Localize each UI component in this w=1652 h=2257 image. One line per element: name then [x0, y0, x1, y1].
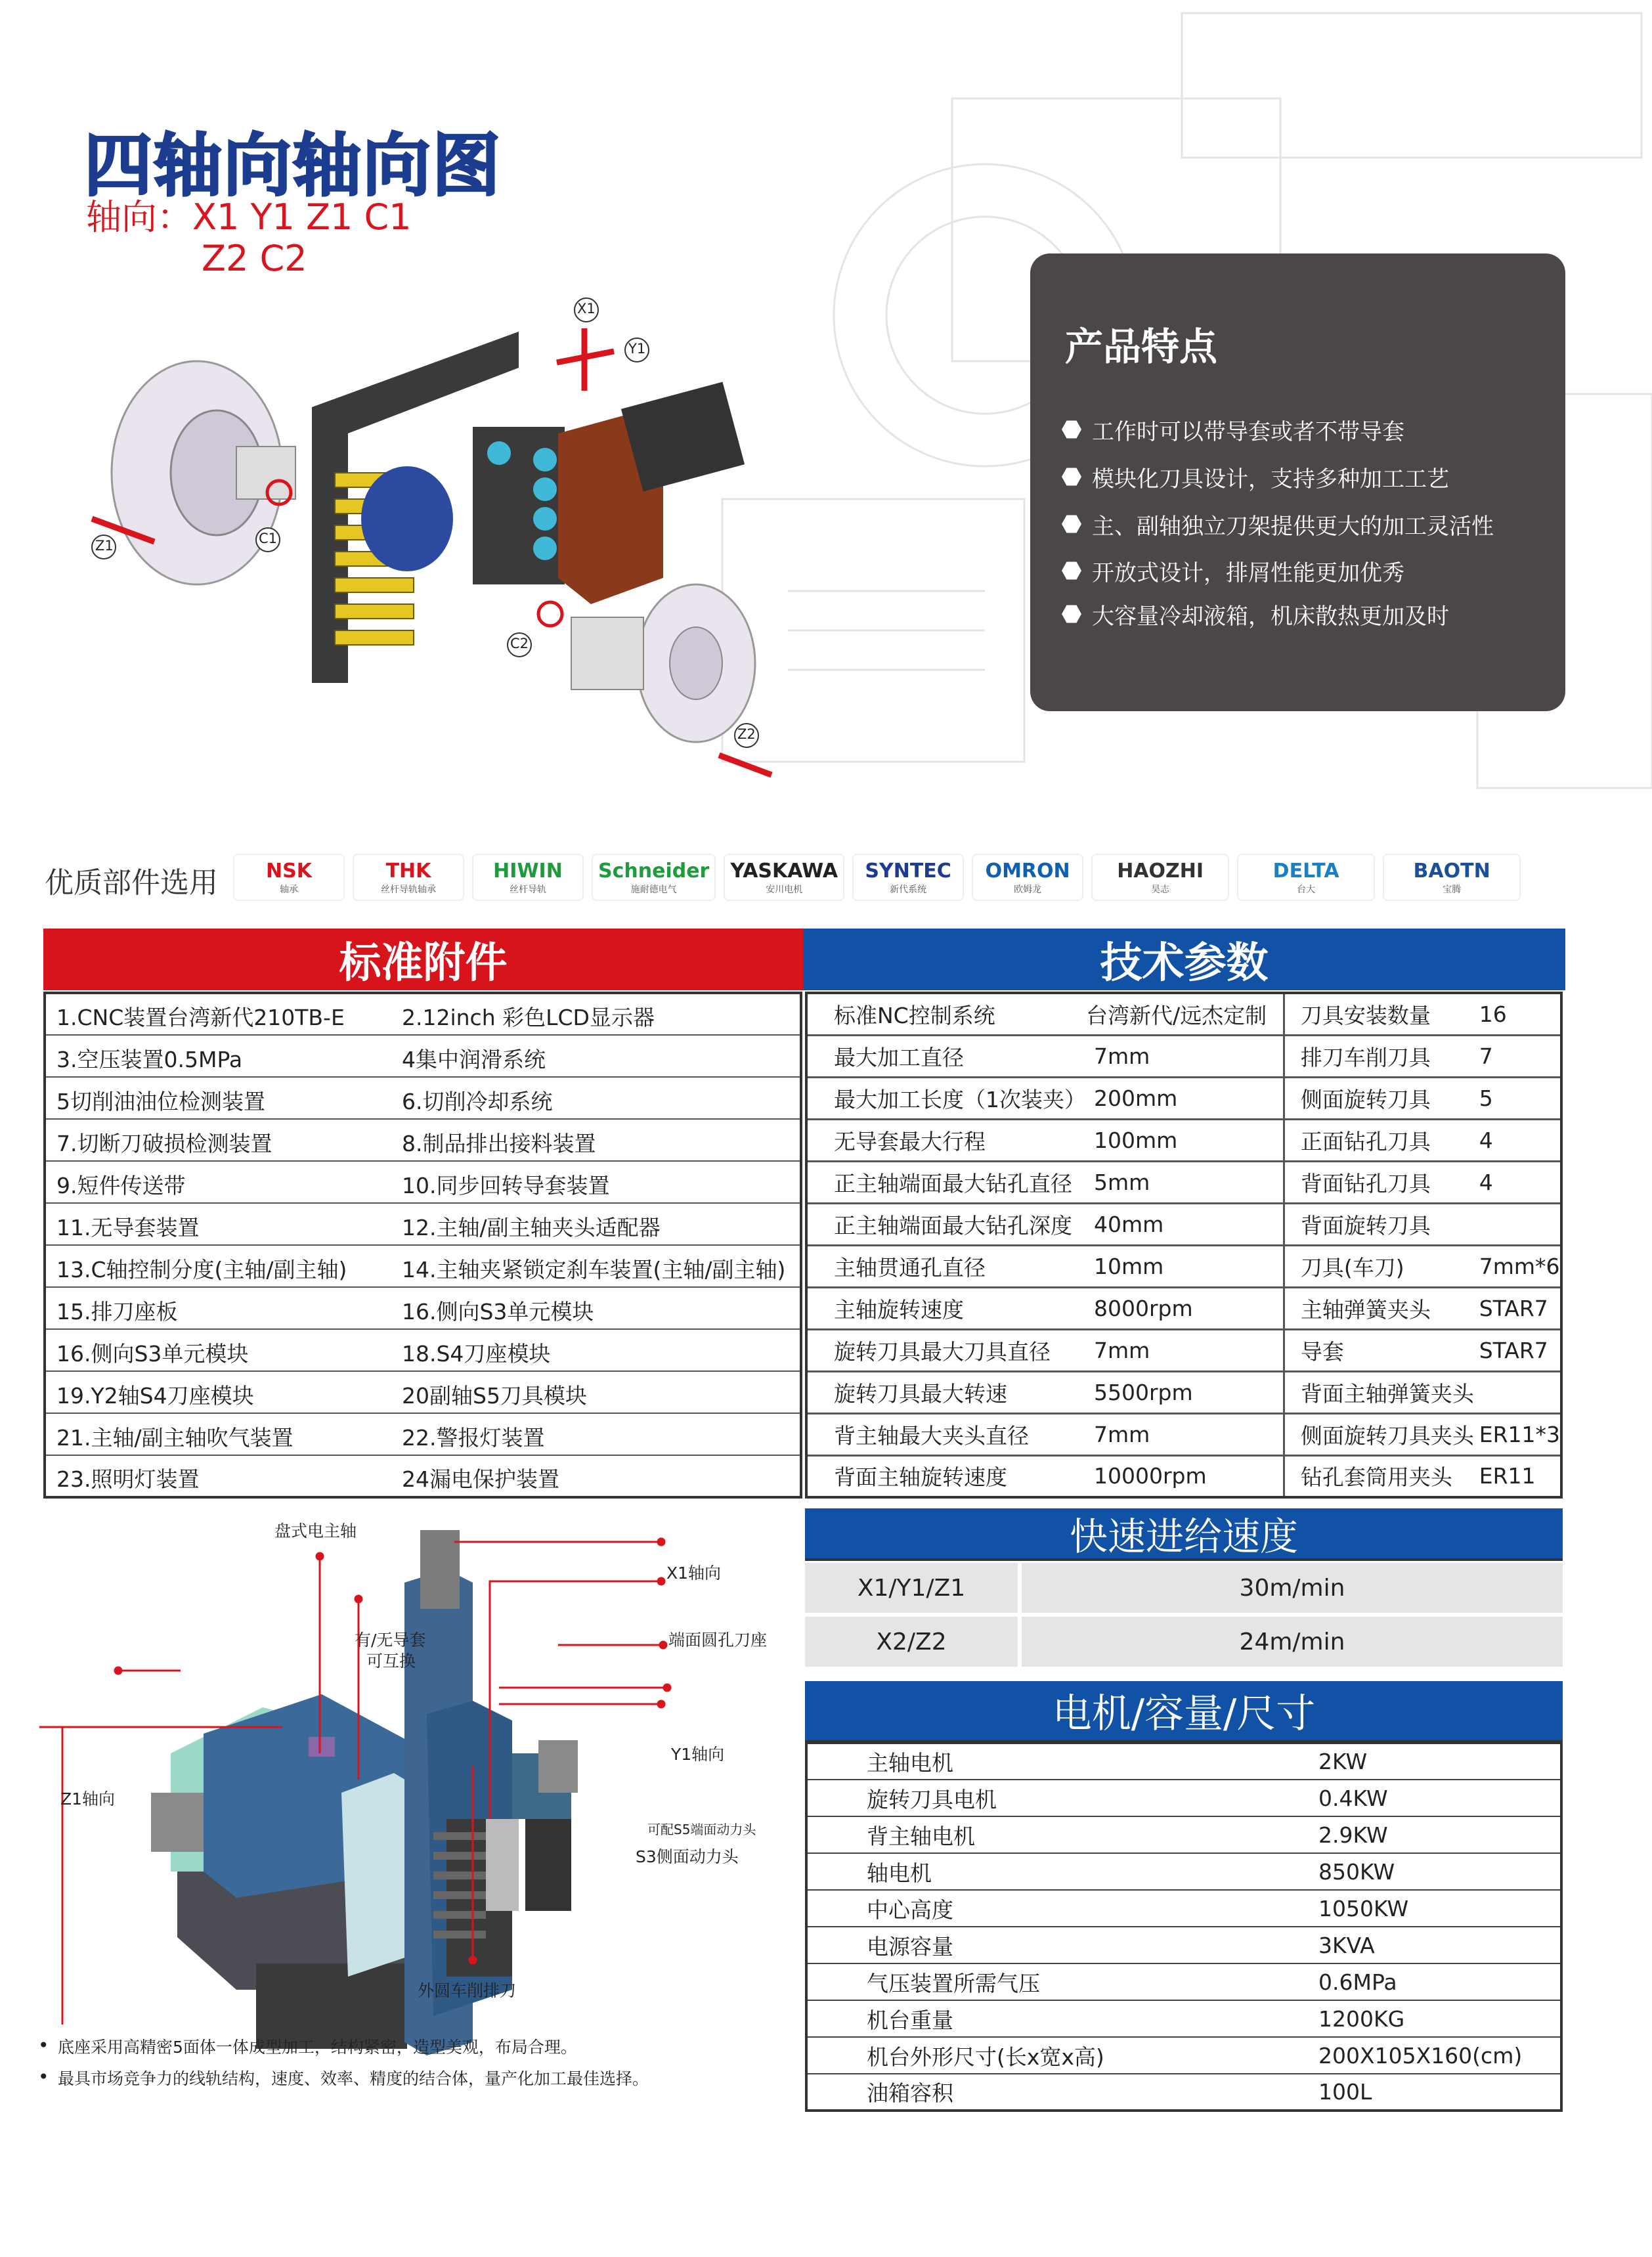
feed-value: 30m/min	[1022, 1563, 1563, 1613]
motor-value: 2.9KW	[1318, 1816, 1561, 1853]
tech-header: 技术参数	[803, 929, 1565, 990]
motor-label: 旋转刀具电机	[806, 1780, 1318, 1816]
motor-table	[805, 1742, 1563, 2112]
motor-label: 气压装置所需气压	[806, 1963, 1318, 2000]
feed-header: 快速进给速度	[805, 1508, 1563, 1561]
param-value: ER11*3	[1479, 1413, 1561, 1455]
brand-sub: 昊志	[1151, 884, 1170, 895]
accessory-cell: 19.Y2轴S4刀座模块	[45, 1371, 391, 1413]
brand-logo	[724, 854, 844, 901]
param-value: 16	[1479, 993, 1561, 1035]
param-label: 刀具安装数量	[1284, 993, 1479, 1035]
brand-name: HIWIN	[493, 859, 563, 883]
table-row	[45, 1287, 801, 1329]
brand-name: Schneider	[598, 859, 710, 883]
table-row	[45, 1329, 801, 1371]
brand-name: OMRON	[985, 859, 1070, 883]
motor-value: 2KW	[1318, 1743, 1561, 1780]
param-value: 7mm*6	[1479, 1245, 1561, 1287]
bullet-icon	[1062, 561, 1081, 581]
motor-label: 背主轴电机	[806, 1816, 1318, 1853]
features-panel	[1030, 253, 1565, 711]
param-label: 侧面旋转刀具夹头	[1284, 1413, 1479, 1455]
table-row	[806, 1077, 1561, 1119]
accessory-cell: 12.主轴/副主轴夹头适配器	[391, 1203, 801, 1245]
table-row	[806, 2000, 1561, 2037]
label-guide-1: 有/无导套	[355, 1631, 426, 1650]
brands-label: 优质部件选用	[45, 866, 218, 900]
label-s5-head: 可配S5端面动力头	[647, 1822, 756, 1837]
table-row	[806, 1853, 1561, 1890]
motor-value: 1050KW	[1318, 1890, 1561, 1927]
motor-value: 100L	[1318, 2074, 1561, 2111]
accessory-cell: 7.切断刀破损检测装置	[45, 1119, 391, 1161]
table-row	[806, 1371, 1561, 1413]
motor-value: 0.4KW	[1318, 1780, 1561, 1816]
table-row	[806, 1245, 1561, 1287]
accessory-cell: 14.主轴夹紧锁定刹车装置(主轴/副主轴)	[391, 1245, 801, 1287]
accessory-cell: 23.照明灯装置	[45, 1455, 391, 1497]
motor-label: 油箱容积	[806, 2074, 1318, 2111]
page-title: 四轴向轴向图	[84, 125, 502, 206]
machine-structure-illustration	[39, 1504, 788, 2082]
param-label: 侧面旋转刀具	[1284, 1077, 1479, 1119]
table-row	[806, 1287, 1561, 1329]
motor-value: 1200KG	[1318, 2000, 1561, 2037]
accessory-cell: 8.制品排出接料装置	[391, 1119, 801, 1161]
bullet-icon	[1062, 420, 1081, 439]
brand-name: BAOTN	[1413, 859, 1490, 883]
param-value: STAR7	[1479, 1329, 1561, 1371]
bullet-icon	[1062, 467, 1081, 487]
param-value: 40mm	[1086, 1203, 1284, 1245]
accessory-cell: 6.切削冷却系统	[391, 1077, 801, 1119]
axis-label-z2: Z2	[737, 726, 756, 742]
exploded-axis-illustration	[92, 328, 772, 775]
table-row	[45, 1455, 801, 1497]
param-value: 7mm	[1086, 1035, 1284, 1077]
feed-speed-table	[805, 1559, 1563, 1671]
accessories-table	[43, 992, 802, 1499]
accessory-cell: 21.主轴/副主轴吹气装置	[45, 1413, 391, 1455]
param-label: 正主轴端面最大钻孔深度	[806, 1203, 1086, 1245]
table-row	[806, 1743, 1561, 1780]
table-row	[45, 993, 801, 1035]
param-label: 主轴弹簧夹头	[1284, 1287, 1479, 1329]
label-y1-axis: Y1轴向	[671, 1745, 725, 1764]
brand-sub: 丝杆导轨轴承	[381, 884, 436, 895]
motor-value: 850KW	[1318, 1853, 1561, 1890]
accessory-cell: 20副轴S5刀具模块	[391, 1371, 801, 1413]
param-value: 7mm	[1086, 1329, 1284, 1371]
bullet-icon	[1062, 604, 1081, 624]
table-row	[806, 2037, 1561, 2074]
accessory-cell: 4集中润滑系统	[391, 1035, 801, 1077]
brand-logo	[1383, 854, 1521, 901]
table-row	[45, 1161, 801, 1203]
accessory-cell: 1.CNC装置台湾新代210TB-E	[45, 993, 391, 1035]
label-spindle: 盘式电主轴	[274, 1522, 357, 1541]
motor-label: 机台重量	[806, 2000, 1318, 2037]
param-value: 4	[1479, 1119, 1561, 1161]
param-label: 标准NC控制系统	[806, 993, 1086, 1035]
param-label: 排刀车削刀具	[1284, 1035, 1479, 1077]
table-row	[45, 1203, 801, 1245]
table-row	[806, 1963, 1561, 2000]
brand-logo	[852, 854, 964, 901]
param-label: 背面主轴弹簧夹头	[1284, 1371, 1479, 1413]
param-value: 4	[1479, 1161, 1561, 1203]
brand-sub: 安川电机	[766, 884, 803, 895]
table-row	[805, 1617, 1563, 1667]
brand-logo	[353, 854, 464, 901]
param-value	[1479, 1203, 1561, 1245]
brand-name: HAOZHI	[1117, 859, 1204, 883]
axis-label-c2: C2	[510, 636, 529, 651]
param-value: 5mm	[1086, 1161, 1284, 1203]
accessory-cell: 16.侧向S3单元模块	[391, 1287, 801, 1329]
accessories-header: 标准附件	[43, 929, 803, 990]
param-value: 8000rpm	[1086, 1287, 1284, 1329]
axis-label-y1: Y1	[628, 341, 646, 357]
table-row	[45, 1413, 801, 1455]
param-value: 200mm	[1086, 1077, 1284, 1119]
label-x1-axis: X1轴向	[666, 1564, 722, 1583]
brand-sub: 轴承	[280, 884, 298, 895]
table-row	[806, 2074, 1561, 2111]
param-label: 正主轴端面最大钻孔直径	[806, 1161, 1086, 1203]
feature-item: 主、副轴独立刀架提供更大的加工灵活性	[1062, 500, 1494, 548]
table-row	[806, 993, 1561, 1035]
brand-name: DELTA	[1272, 859, 1339, 883]
brand-name: SYNTEC	[865, 859, 951, 883]
param-label: 背面主轴旋转速度	[806, 1455, 1086, 1497]
table-row	[806, 1203, 1561, 1245]
brand-logo	[233, 854, 345, 901]
accessory-cell: 22.警报灯装置	[391, 1413, 801, 1455]
label-z1-axis: Z1轴向	[60, 1789, 116, 1808]
motor-value: 0.6MPa	[1318, 1963, 1561, 2000]
brand-logo	[972, 854, 1083, 901]
param-label: 刀具(车刀)	[1284, 1245, 1479, 1287]
table-row	[806, 1927, 1561, 1963]
param-label: 旋转刀具最大转速	[806, 1371, 1086, 1413]
table-row	[806, 1780, 1561, 1816]
motor-value: 3KVA	[1318, 1927, 1561, 1963]
label-s3-head: S3侧面动力头	[636, 1847, 739, 1866]
brand-logo	[592, 854, 716, 901]
param-label: 背面旋转刀具	[1284, 1203, 1479, 1245]
param-label: 正面钻孔刀具	[1284, 1119, 1479, 1161]
brand-sub: 新代系统	[890, 884, 927, 895]
table-row	[45, 1077, 801, 1119]
param-label: 钻孔套筒用夹头	[1284, 1455, 1479, 1497]
note-item: • 最具市场竞争力的线轨结构，速度、效率、精度的结合体，量产化加工最佳选择。	[58, 2066, 649, 2090]
param-value: STAR7	[1479, 1287, 1561, 1329]
param-label: 背主轴最大夹头直径	[806, 1413, 1086, 1455]
accessory-cell: 10.同步回转导套装置	[391, 1161, 801, 1203]
feature-item: 开放式设计，排屑性能更加优秀	[1062, 548, 1494, 594]
axis-label-c1: C1	[259, 531, 278, 546]
axes-line-2: Z2 C2	[202, 238, 307, 279]
feed-axis: X1/Y1/Z1	[805, 1563, 1022, 1613]
feature-item: 大容量冷却液箱，机床散热更加及时	[1062, 594, 1494, 634]
table-row	[45, 1035, 801, 1077]
label-gang-tools: 外圆车削排刀	[418, 1981, 517, 2000]
accessory-cell: 9.短件传送带	[45, 1161, 391, 1203]
table-row	[806, 1890, 1561, 1927]
note-item: • 底座采用高精密5面体一体成型加工，结构紧密，造型美观，布局合理。	[58, 2034, 577, 2058]
param-value: 10000rpm	[1086, 1455, 1284, 1497]
param-value: 5500rpm	[1086, 1371, 1284, 1413]
motor-label: 轴电机	[806, 1853, 1318, 1890]
table-row	[806, 1816, 1561, 1853]
accessory-cell: 3.空压装置0.5MPa	[45, 1035, 391, 1077]
table-row	[805, 1563, 1563, 1613]
table-row	[806, 1035, 1561, 1077]
param-value: 7	[1479, 1035, 1561, 1077]
motor-header: 电机/容量/尺寸	[805, 1681, 1563, 1743]
brand-logo	[472, 854, 584, 901]
param-label: 旋转刀具最大刀具直径	[806, 1329, 1086, 1371]
axes-line-1: 轴向：X1 Y1 Z1 C1	[86, 196, 412, 238]
feed-axis: X2/Z2	[805, 1617, 1022, 1667]
feature-item: 工作时可以带导套或者不带导套	[1062, 406, 1494, 453]
features-title: 产品特点	[1065, 324, 1218, 369]
table-row	[806, 1329, 1561, 1371]
feed-value: 24m/min	[1022, 1617, 1563, 1667]
motor-label: 电源容量	[806, 1927, 1318, 1963]
param-label: 主轴贯通孔直径	[806, 1245, 1086, 1287]
brand-sub: 丝杆导轨	[510, 884, 546, 895]
param-label: 导套	[1284, 1329, 1479, 1371]
motor-label: 机台外形尺寸(长x宽x高)	[806, 2037, 1318, 2074]
motor-label: 主轴电机	[806, 1743, 1318, 1780]
param-value: 5	[1479, 1077, 1561, 1119]
table-row	[806, 1161, 1561, 1203]
feature-item: 模块化刀具设计，支持多种加工工艺	[1062, 453, 1494, 500]
table-row	[45, 1245, 801, 1287]
brand-name: NSK	[266, 859, 312, 883]
param-label: 背面钻孔刀具	[1284, 1161, 1479, 1203]
motor-label: 中心高度	[806, 1890, 1318, 1927]
param-value: 10mm	[1086, 1245, 1284, 1287]
accessory-cell: 11.无导套装置	[45, 1203, 391, 1245]
accessory-cell: 15.排刀座板	[45, 1287, 391, 1329]
param-value: 7mm	[1086, 1413, 1284, 1455]
table-row	[45, 1119, 801, 1161]
brand-logo	[1237, 854, 1375, 901]
brand-sub: 台大	[1297, 884, 1316, 895]
param-value: ER11	[1479, 1455, 1561, 1497]
callout-line-base	[59, 1726, 72, 2028]
axis-label-z1: Z1	[95, 538, 114, 554]
table-row	[806, 1413, 1561, 1455]
tech-params-table	[805, 992, 1563, 1499]
brand-logo	[1091, 854, 1229, 901]
param-value	[1479, 1371, 1561, 1413]
brand-sub: 宝腾	[1443, 884, 1462, 895]
brand-sub: 欧姆龙	[1014, 884, 1042, 895]
label-face-holder: 端面圆孔刀座	[668, 1631, 768, 1650]
table-row	[45, 1371, 801, 1413]
accessory-cell: 24漏电保护装置	[391, 1455, 801, 1497]
bullet-icon	[1062, 514, 1081, 534]
accessory-cell: 2.12inch 彩色LCD显示器	[391, 993, 801, 1035]
accessory-cell: 13.C轴控制分度(主轴/副主轴)	[45, 1245, 391, 1287]
table-row	[806, 1119, 1561, 1161]
param-label: 无导套最大行程	[806, 1119, 1086, 1161]
axis-label-x1: X1	[577, 301, 596, 317]
brand-sub: 施耐德电气	[630, 884, 677, 895]
brand-logos	[233, 854, 1521, 901]
param-label: 最大加工长度（1次装夹）	[806, 1077, 1086, 1119]
param-label: 最大加工直径	[806, 1035, 1086, 1077]
table-row	[806, 1455, 1561, 1497]
brand-name: THK	[385, 859, 431, 883]
param-value: 台湾新代/远杰定制	[1086, 993, 1284, 1035]
param-value: 100mm	[1086, 1119, 1284, 1161]
accessory-cell: 18.S4刀座模块	[391, 1329, 801, 1371]
motor-value: 200X105X160(cm)	[1318, 2037, 1561, 2074]
brand-name: YASKAWA	[730, 859, 838, 883]
label-guide-2: 可互换	[366, 1652, 416, 1671]
accessory-cell: 5切削油油位检测装置	[45, 1077, 391, 1119]
param-label: 主轴旋转速度	[806, 1287, 1086, 1329]
accessory-cell: 16.侧向S3单元模块	[45, 1329, 391, 1371]
